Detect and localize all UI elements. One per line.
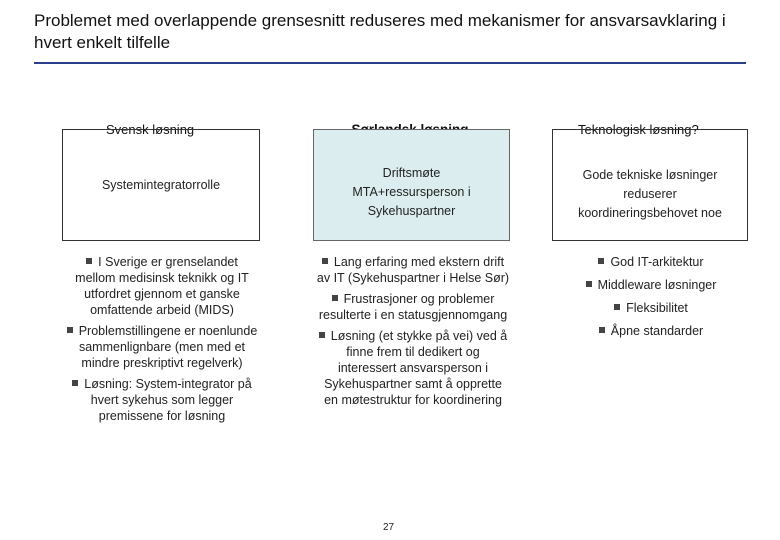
bullet-icon [586, 281, 592, 287]
list-item: Fleksibilitet [556, 300, 746, 316]
bullet-icon [599, 327, 605, 333]
teknologisk-bullet-list [556, 254, 746, 344]
sorlandsk-box [313, 129, 510, 241]
list-item: Problemstillingene er noenlunde sammenlignbare (men med et mindre preskriptivt regelverk) [66, 323, 258, 371]
list-item: Lang erfaring med ekstern drift av IT (Sykehuspartner i Helse Sør) [316, 255, 510, 285]
teknologisk-box [552, 129, 748, 241]
list-item: Middleware løsninger [556, 277, 746, 293]
svensk-bullet-list [66, 254, 258, 429]
teknologisk-box-text: Gode tekniske løsninger reduserer koordineringsbehovet noe [578, 167, 722, 220]
bullet-icon [86, 258, 92, 264]
bullet-icon [72, 380, 78, 386]
sorlandsk-box-text: Driftsmøte MTA+ressursperson i Sykehuspartner [352, 165, 471, 218]
bullet-icon [319, 332, 325, 338]
list-item: I Sverige er grenselandet mellom medisinsk teknikk og IT utfordret gjennom et ganske omfattende arbeid (MIDS) [75, 255, 249, 317]
svensk-box-text: Systemintegratorrolle [101, 177, 221, 192]
list-item: Løsning (et stykke på vei) ved å finne frem til dedikert og interessert ansvarsperson i Sykehuspartner samt å opprette en møtestruktur for koordinering [316, 328, 510, 408]
bullet-icon [614, 304, 620, 310]
sorlandsk-bullet-list [316, 254, 510, 413]
column-heading-label: Teknologisk løsning? [578, 121, 699, 137]
list-item: Åpne standarder [556, 323, 746, 339]
bullet-icon [332, 295, 338, 301]
page-number: 27 [383, 522, 395, 533]
column-heading-label: Svensk løsning [106, 121, 195, 137]
bullet-icon [67, 327, 73, 333]
bullet-icon [598, 258, 604, 264]
list-item: Frustrasjoner og problemer resulterte i en statusgjennomgang [318, 292, 508, 322]
list-item: God IT-arkitektur [556, 254, 746, 270]
title-divider [34, 62, 746, 64]
bullet-icon [322, 258, 328, 264]
list-item: Løsning: System-integrator på hvert sykehus som legger premissene for løsning [66, 376, 258, 424]
svensk-box [62, 129, 260, 241]
page-title: Problemet med overlappende grensesnitt reduseres med mekanismer for ansvarsavklaring i hvert enkelt tilfelle [34, 11, 726, 52]
